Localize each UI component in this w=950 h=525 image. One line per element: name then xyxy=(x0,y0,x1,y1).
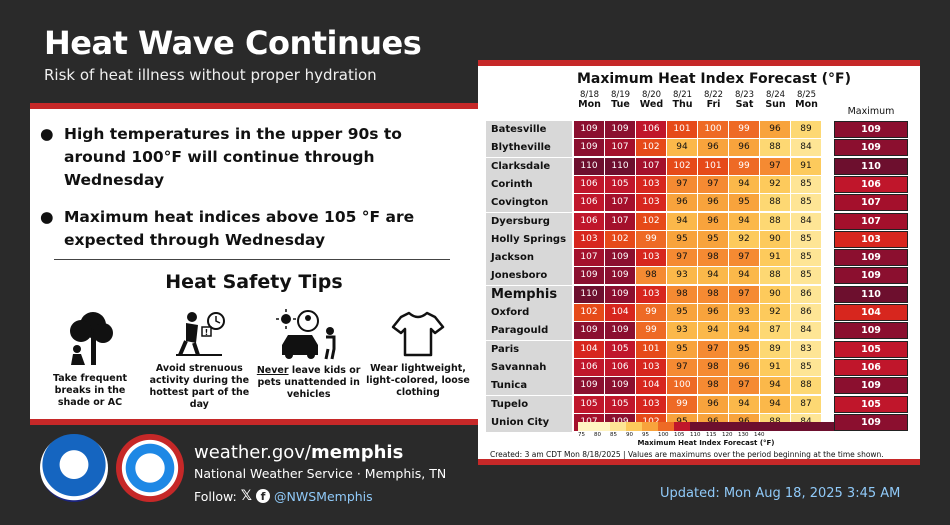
heat-index-cell: 106 xyxy=(574,213,604,230)
heat-index-cell: 94 xyxy=(698,322,728,339)
legend-swatch xyxy=(578,422,594,431)
heat-index-cell: 109 xyxy=(574,139,604,156)
heat-index-cell: 109 xyxy=(574,267,604,284)
website-bold: memphis xyxy=(311,442,404,463)
heat-index-cell: 90 xyxy=(760,286,790,303)
max-heat-index-cell: 104 xyxy=(834,304,908,321)
column-day: Thu xyxy=(672,99,693,110)
tshirt-icon xyxy=(391,309,445,359)
heat-index-cell: 103 xyxy=(636,176,666,193)
legend-swatch xyxy=(770,422,786,431)
tip-shade xyxy=(38,309,142,411)
heat-index-cell: 88 xyxy=(760,267,790,284)
heat-index-cell: 94 xyxy=(698,267,728,284)
heat-index-cell: 107 xyxy=(605,139,635,156)
heat-index-cell: 95 xyxy=(667,231,697,248)
column-date: 8/25 xyxy=(796,90,817,100)
heat-index-cell: 98 xyxy=(636,267,666,284)
max-heat-index-cell: 110 xyxy=(834,158,908,175)
heat-index-cell: 98 xyxy=(698,377,728,394)
heat-index-cell: 109 xyxy=(605,322,635,339)
heat-index-cell: 103 xyxy=(636,396,666,413)
heat-index-cell: 102 xyxy=(636,139,666,156)
column-day: Sun xyxy=(765,99,786,110)
tip-avoid-strenuous-text: Avoid strenuous activity during the hottest part of the day xyxy=(149,363,250,410)
key-message-2-text: Maximum heat indices above 105 °F are expected through Wednesday xyxy=(64,208,415,249)
heat-index-cell: 86 xyxy=(791,286,821,303)
heat-index-cell: 110 xyxy=(574,286,604,303)
facebook-icon[interactable]: f xyxy=(256,489,270,503)
column-day: Mon xyxy=(795,99,818,110)
x-icon[interactable]: 𝕏 xyxy=(240,488,253,504)
key-messages xyxy=(40,123,460,266)
heat-index-cell: 93 xyxy=(667,267,697,284)
heat-index-cell: 109 xyxy=(574,322,604,339)
heat-index-cell: 109 xyxy=(574,377,604,394)
city-label: Dyersburg xyxy=(486,213,572,231)
heat-index-cell: 99 xyxy=(636,322,666,339)
heat-index-cell: 85 xyxy=(791,176,821,193)
max-heat-index-cell: 107 xyxy=(834,213,908,230)
legend-swatch xyxy=(786,422,802,431)
max-heat-index-cell: 106 xyxy=(834,359,908,376)
column-date: 8/22 xyxy=(703,90,724,100)
column-day: Mon xyxy=(578,99,601,110)
heat-index-cell: 96 xyxy=(729,359,759,376)
heat-index-cell: 96 xyxy=(698,304,728,321)
follow-label: Follow: xyxy=(194,488,237,504)
city-label: Memphis xyxy=(486,286,572,304)
column-header xyxy=(605,90,636,110)
heat-index-cell: 105 xyxy=(574,396,604,413)
heat-index-cell: 110 xyxy=(574,158,604,175)
heat-index-cell: 97 xyxy=(729,249,759,266)
tip-shade-text: Take frequent breaks in the shade or AC xyxy=(52,373,128,408)
heat-index-cell: 107 xyxy=(605,213,635,230)
city-label: Tunica xyxy=(486,377,572,395)
noaa-logo xyxy=(40,434,108,502)
max-heat-index-cell: 109 xyxy=(834,139,908,156)
heat-index-cell: 94 xyxy=(760,396,790,413)
heat-index-cell: 96 xyxy=(667,194,697,211)
column-date: 8/19 xyxy=(610,90,631,100)
heat-index-cell: 97 xyxy=(698,341,728,358)
heat-index-cell: 94 xyxy=(729,322,759,339)
heat-index-cell: 103 xyxy=(574,231,604,248)
legend-swatch xyxy=(802,422,818,431)
heat-index-cell: 94 xyxy=(667,139,697,156)
city-label: Paragould xyxy=(486,322,572,340)
heat-index-cell: 96 xyxy=(760,121,790,138)
heat-index-cell: 103 xyxy=(636,249,666,266)
max-heat-index-cell: 109 xyxy=(834,121,908,138)
legend-swatch xyxy=(818,422,834,431)
heat-index-cell: 109 xyxy=(605,286,635,303)
column-header xyxy=(791,90,822,110)
heat-index-cell: 94 xyxy=(729,213,759,230)
heat-index-cell: 104 xyxy=(605,304,635,321)
nws-logo xyxy=(116,434,184,502)
heat-index-cell: 109 xyxy=(574,121,604,138)
max-heat-index-cell: 109 xyxy=(834,249,908,266)
city-label: Union City xyxy=(486,414,572,432)
heat-index-cell: 87 xyxy=(791,396,821,413)
website-prefix: weather.gov/ xyxy=(194,442,311,463)
heat-index-cell: 101 xyxy=(667,121,697,138)
heat-index-cell: 88 xyxy=(760,213,790,230)
legend-swatch xyxy=(706,422,722,431)
legend-tick: 115 xyxy=(706,432,717,438)
legend-label: Maximum Heat Index Forecast (°F) xyxy=(637,439,775,447)
max-heat-index-cell: 103 xyxy=(834,231,908,248)
legend-swatch xyxy=(610,422,626,431)
legend-color-bar xyxy=(578,422,834,431)
legend-swatch xyxy=(626,422,642,431)
tip-vehicles-text xyxy=(257,365,361,400)
heat-index-cell: 97 xyxy=(729,377,759,394)
column-header xyxy=(729,90,760,110)
max-heat-index-cell: 107 xyxy=(834,194,908,211)
heat-index-cell: 97 xyxy=(729,286,759,303)
legend-tick: 90 xyxy=(626,432,633,438)
max-heat-index-cell: 109 xyxy=(834,267,908,284)
column-date: 8/23 xyxy=(734,90,755,100)
heat-index-cell: 109 xyxy=(605,249,635,266)
city-label: Clarksdale xyxy=(486,158,572,176)
heat-index-cell: 104 xyxy=(636,377,666,394)
heat-index-cell: 96 xyxy=(698,396,728,413)
heat-index-cell: 107 xyxy=(574,249,604,266)
heat-index-cell: 85 xyxy=(791,267,821,284)
heat-index-cell: 85 xyxy=(791,231,821,248)
heat-index-cell: 95 xyxy=(698,231,728,248)
max-heat-index-cell: 105 xyxy=(834,341,908,358)
heat-index-cell: 100 xyxy=(667,377,697,394)
safety-info-panel xyxy=(30,103,478,425)
legend-tick: 80 xyxy=(594,432,601,438)
heat-index-cell: 96 xyxy=(729,139,759,156)
heat-index-cell: 106 xyxy=(636,121,666,138)
heat-index-cell: 109 xyxy=(605,377,635,394)
legend-tick: 140 xyxy=(754,432,765,438)
city-label: Corinth xyxy=(486,176,572,194)
heat-index-cell: 84 xyxy=(791,322,821,339)
heat-index-cell: 107 xyxy=(605,194,635,211)
heat-index-cell: 102 xyxy=(636,213,666,230)
heat-index-panel xyxy=(478,60,920,465)
heat-index-cell: 85 xyxy=(791,359,821,376)
svg-text:!: ! xyxy=(205,328,209,337)
key-message-1-text: High temperatures in the upper 90s to around 100°F will continue through Wednesday xyxy=(64,125,402,189)
heat-index-cell: 105 xyxy=(605,341,635,358)
heat-index-cell: 95 xyxy=(667,304,697,321)
max-heat-index-cell: 109 xyxy=(834,414,908,431)
heat-index-cell: 96 xyxy=(698,139,728,156)
heat-index-cell: 97 xyxy=(698,176,728,193)
heat-index-cell: 89 xyxy=(760,341,790,358)
social-follow xyxy=(194,488,373,504)
heat-index-cell: 105 xyxy=(605,396,635,413)
heat-index-cell: 92 xyxy=(760,304,790,321)
column-day: Tue xyxy=(611,99,630,110)
tip-clothing-text: Wear lightweight, light-colored, loose clothing xyxy=(366,363,470,398)
heat-index-cell: 101 xyxy=(636,341,666,358)
heat-index-cell: 96 xyxy=(698,213,728,230)
column-header xyxy=(698,90,729,110)
tip-avoid-strenuous xyxy=(147,309,251,411)
heat-index-cell: 94 xyxy=(729,396,759,413)
heat-index-cell: 100 xyxy=(698,121,728,138)
website-link[interactable] xyxy=(194,442,403,463)
city-label: Holly Springs xyxy=(486,231,572,249)
city-label: Covington xyxy=(486,194,572,212)
page-subtitle: Risk of heat illness without proper hydration xyxy=(44,66,377,84)
chart-footnote: Created: 3 am CDT Mon 8/18/2025 | Values are maximums over the period beginning at the time shown. xyxy=(490,450,884,459)
city-label: Batesville xyxy=(486,121,572,139)
divider xyxy=(54,259,450,260)
column-date: 8/20 xyxy=(641,90,662,100)
heat-index-cell: 106 xyxy=(574,359,604,376)
heat-index-cell: 92 xyxy=(729,231,759,248)
legend-tick: 130 xyxy=(738,432,749,438)
heat-index-cell: 91 xyxy=(791,158,821,175)
max-column-header: Maximum xyxy=(847,106,895,117)
heat-index-cell: 99 xyxy=(729,158,759,175)
heat-index-cell: 98 xyxy=(698,286,728,303)
heat-index-cell: 105 xyxy=(605,176,635,193)
heat-index-cell: 103 xyxy=(636,194,666,211)
heat-index-cell: 88 xyxy=(760,139,790,156)
column-header xyxy=(760,90,791,110)
heat-index-cell: 94 xyxy=(760,377,790,394)
updated-timestamp: Updated: Mon Aug 18, 2025 3:45 AM xyxy=(660,486,901,501)
shovel-worker-icon xyxy=(172,309,226,359)
heat-index-cell: 106 xyxy=(574,176,604,193)
heat-index-cell: 103 xyxy=(636,359,666,376)
max-heat-index-cell: 109 xyxy=(834,377,908,394)
tip-clothing xyxy=(366,309,470,411)
key-message-1: ● High temperatures in the upper 90s to around 100°F will continue through Wednesday xyxy=(40,123,460,192)
legend-tick: 105 xyxy=(674,432,685,438)
heat-index-cell: 106 xyxy=(605,359,635,376)
heat-index-cell: 85 xyxy=(791,194,821,211)
legend-swatch xyxy=(674,422,690,431)
heat-index-cell: 85 xyxy=(791,249,821,266)
heat-index-cell: 96 xyxy=(698,194,728,211)
legend-tick: 75 xyxy=(578,432,585,438)
legend-tick: 100 xyxy=(658,432,669,438)
column-day: Fri xyxy=(706,99,721,110)
heat-index-cell: 95 xyxy=(729,194,759,211)
column-date: 8/18 xyxy=(579,90,600,100)
heat-index-cell: 91 xyxy=(760,249,790,266)
city-label: Blytheville xyxy=(486,139,572,157)
legend-swatch xyxy=(690,422,706,431)
city-label: Jackson xyxy=(486,249,572,267)
column-day: Sat xyxy=(735,99,754,110)
heat-index-cell: 101 xyxy=(698,158,728,175)
heat-index-cell: 84 xyxy=(791,139,821,156)
heat-index-cell: 102 xyxy=(605,231,635,248)
city-label: Jonesboro xyxy=(486,267,572,285)
column-date: 8/24 xyxy=(765,90,786,100)
heat-index-cell: 94 xyxy=(729,267,759,284)
heat-index-cell: 88 xyxy=(791,377,821,394)
heat-index-cell: 99 xyxy=(636,231,666,248)
heat-index-cell: 104 xyxy=(574,341,604,358)
legend-tick: 110 xyxy=(690,432,701,438)
heat-index-cell: 89 xyxy=(791,121,821,138)
heat-index-cell: 97 xyxy=(667,176,697,193)
heat-index-cell: 94 xyxy=(729,176,759,193)
heat-index-cell: 97 xyxy=(667,359,697,376)
column-date: 8/21 xyxy=(672,90,693,100)
heat-index-cell: 87 xyxy=(760,322,790,339)
tip-vehicles-emphasis: Never xyxy=(256,365,289,376)
legend-tick: 120 xyxy=(722,432,733,438)
heat-index-cell: 97 xyxy=(667,249,697,266)
legend-swatch xyxy=(642,422,658,431)
heat-index-cell: 99 xyxy=(636,304,666,321)
heat-index-cell: 97 xyxy=(760,158,790,175)
heat-index-cell: 102 xyxy=(667,158,697,175)
tip-vehicles xyxy=(257,309,361,411)
heat-index-cell: 98 xyxy=(667,286,697,303)
max-heat-index-cell: 105 xyxy=(834,396,908,413)
city-label: Savannah xyxy=(486,359,572,377)
city-label: Oxford xyxy=(486,304,572,322)
heat-index-cell: 92 xyxy=(760,176,790,193)
legend-swatch xyxy=(722,422,738,431)
heat-index-cell: 88 xyxy=(760,194,790,211)
heat-index-cell: 103 xyxy=(636,286,666,303)
heat-index-cell: 84 xyxy=(791,213,821,230)
column-header xyxy=(574,90,605,110)
legend-tick: 85 xyxy=(610,432,617,438)
legend-swatch xyxy=(594,422,610,431)
heat-index-cell: 86 xyxy=(791,304,821,321)
city-label: Paris xyxy=(486,341,572,359)
heat-index-cell: 106 xyxy=(574,194,604,211)
legend-swatch xyxy=(658,422,674,431)
max-heat-index-cell: 109 xyxy=(834,322,908,339)
heat-index-cell: 91 xyxy=(760,359,790,376)
max-heat-index-cell: 106 xyxy=(834,176,908,193)
tree-shade-icon xyxy=(63,309,117,369)
heat-index-cell: 90 xyxy=(760,231,790,248)
heat-index-cell: 98 xyxy=(698,249,728,266)
heat-index-cell: 99 xyxy=(667,396,697,413)
heat-index-cell: 109 xyxy=(605,267,635,284)
car-kids-icon xyxy=(276,309,342,361)
heat-index-cell: 93 xyxy=(667,322,697,339)
office-name: National Weather Service · Memphis, TN xyxy=(194,466,447,481)
legend-tick: 95 xyxy=(642,432,649,438)
social-handle[interactable]: @NWSMemphis xyxy=(274,488,373,504)
heat-index-cell: 95 xyxy=(667,341,697,358)
heat-index-cell: 110 xyxy=(605,158,635,175)
heat-index-cell: 94 xyxy=(667,213,697,230)
heat-index-cell: 83 xyxy=(791,341,821,358)
heat-index-cell: 99 xyxy=(729,121,759,138)
legend-ticks xyxy=(578,432,770,438)
tip-vehicles-rest: leave kids or pets unattended in vehicles xyxy=(257,365,361,400)
max-heat-index-cell: 110 xyxy=(834,286,908,303)
tips-title: Heat Safety Tips xyxy=(165,271,343,293)
tips-list xyxy=(38,309,470,411)
heat-index-cell: 98 xyxy=(698,359,728,376)
column-header xyxy=(667,90,698,110)
heat-index-cell: 95 xyxy=(729,341,759,358)
column-header xyxy=(636,90,667,110)
city-label: Tupelo xyxy=(486,396,572,414)
key-message-2: ● Maximum heat indices above 105 °F are expected through Wednesday xyxy=(40,206,460,252)
heat-index-cell: 109 xyxy=(605,121,635,138)
heat-index-cell: 93 xyxy=(729,304,759,321)
page-title: Heat Wave Continues xyxy=(44,24,422,62)
heat-index-cell: 102 xyxy=(574,304,604,321)
legend-swatch xyxy=(738,422,754,431)
column-day: Wed xyxy=(639,99,664,110)
heat-index-cell: 107 xyxy=(636,158,666,175)
chart-title: Maximum Heat Index Forecast (°F) xyxy=(576,71,852,87)
legend-swatch xyxy=(754,422,770,431)
